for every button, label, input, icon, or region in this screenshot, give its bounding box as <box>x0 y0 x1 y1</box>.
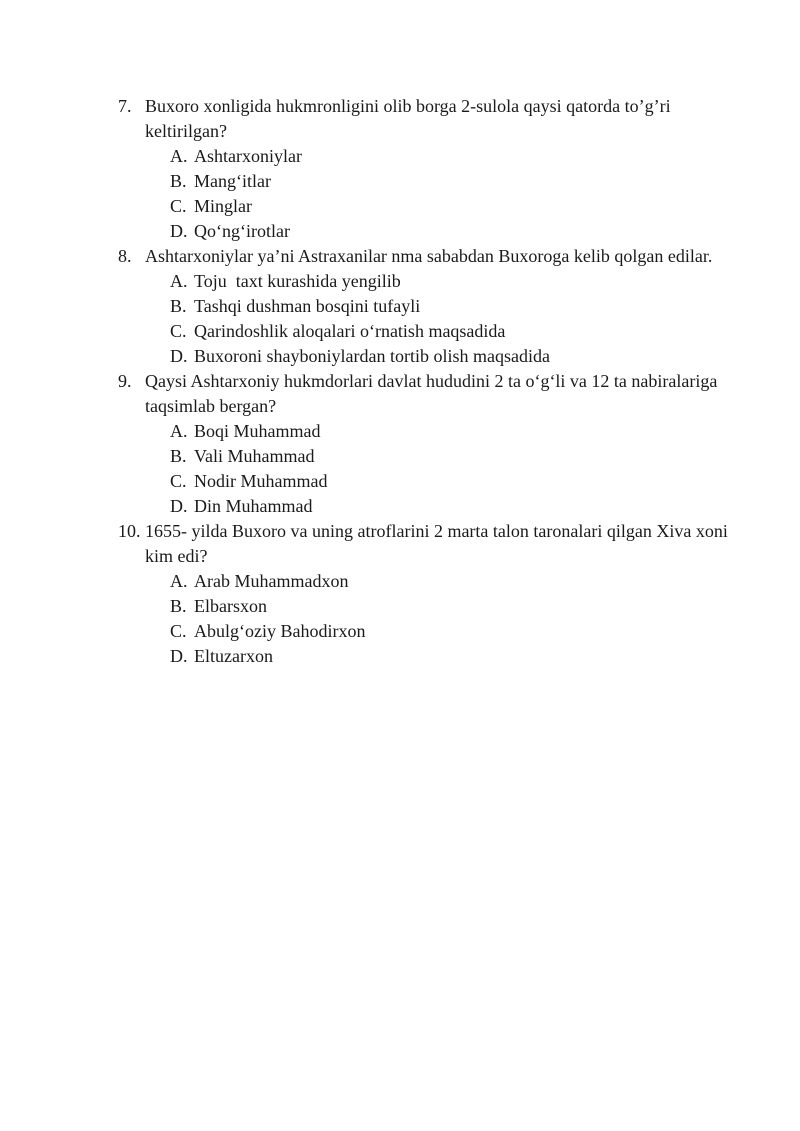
option-letter: C. <box>170 196 187 216</box>
option-text: Arab Muhammadxon <box>194 571 349 591</box>
option-a <box>118 269 738 294</box>
option-b <box>118 294 738 319</box>
option-letter: A. <box>170 146 188 166</box>
option-letter: C. <box>170 321 187 341</box>
option-text: Eltuzarxon <box>194 646 273 666</box>
question-text: Qaysi Ashtarxoniy hukmdorlari davlat hududini 2 ta o‘g‘li va 12 ta nabiralariga taqsimlab bergan? <box>145 371 718 416</box>
option-b <box>118 594 738 619</box>
option-c <box>118 469 738 494</box>
option-d <box>118 644 738 669</box>
option-a <box>118 144 738 169</box>
option-list <box>118 144 738 244</box>
option-list <box>118 569 738 669</box>
option-text: Buxoroni shayboniylardan tortib olish maqsadida <box>194 346 550 366</box>
question-number: 8. <box>118 246 132 266</box>
question-8 <box>118 244 738 369</box>
option-text: Mang‘itlar <box>194 171 271 191</box>
option-text: Abulg‘oziy Bahodirxon <box>194 621 366 641</box>
option-letter: A. <box>170 421 188 441</box>
option-letter: B. <box>170 596 187 616</box>
question-text-row <box>118 369 738 419</box>
option-a <box>118 569 738 594</box>
option-c <box>118 619 738 644</box>
option-a <box>118 419 738 444</box>
question-9 <box>118 369 738 519</box>
question-number: 9. <box>118 371 132 391</box>
option-letter: D. <box>170 346 188 366</box>
option-text: Qarindoshlik aloqalari o‘rnatish maqsadida <box>194 321 506 341</box>
option-letter: A. <box>170 271 188 291</box>
option-letter: B. <box>170 296 187 316</box>
question-text-row <box>118 244 738 269</box>
question-10 <box>118 519 738 669</box>
option-text: Nodir Muhammad <box>194 471 328 491</box>
option-text: Din Muhammad <box>194 496 313 516</box>
option-text: Minglar <box>194 196 252 216</box>
question-text-row <box>118 94 738 144</box>
question-7 <box>118 94 738 244</box>
option-letter: D. <box>170 646 188 666</box>
question-text-row <box>118 519 738 569</box>
option-text: Qo‘ng‘irotlar <box>194 221 290 241</box>
question-number: 7. <box>118 96 132 116</box>
option-text: Ashtarxoniylar <box>194 146 302 166</box>
option-text: Tashqi dushman bosqini tufayli <box>194 296 421 316</box>
option-text: Vali Muhammad <box>194 446 315 466</box>
option-b <box>118 169 738 194</box>
option-text: Elbarsxon <box>194 596 267 616</box>
option-text: Boqi Muhammad <box>194 421 321 441</box>
option-c <box>118 194 738 219</box>
option-d <box>118 344 738 369</box>
option-c <box>118 319 738 344</box>
option-text: Toju taxt kurashida yengilib <box>194 271 401 291</box>
option-list <box>118 269 738 369</box>
option-letter: D. <box>170 221 188 241</box>
option-b <box>118 444 738 469</box>
question-number: 10. <box>118 521 141 541</box>
question-list <box>118 94 738 669</box>
question-text: Buxoro xonligida hukmronligini olib borga 2-sulola qaysi qatorda to’g’ri keltirilgan? <box>145 96 671 141</box>
option-letter: B. <box>170 171 187 191</box>
option-letter: C. <box>170 621 187 641</box>
option-d <box>118 219 738 244</box>
option-letter: C. <box>170 471 187 491</box>
option-d <box>118 494 738 519</box>
question-text: 1655- yilda Buxoro va uning atroflarini 2 marta talon taronalari qilgan Xiva xoni kim edi? <box>145 521 728 566</box>
option-letter: D. <box>170 496 188 516</box>
option-letter: A. <box>170 571 188 591</box>
option-list <box>118 419 738 519</box>
option-letter: B. <box>170 446 187 466</box>
question-text: Ashtarxoniylar ya’ni Astraxanilar nma sababdan Buxoroga kelib qolgan edilar. <box>145 246 713 266</box>
